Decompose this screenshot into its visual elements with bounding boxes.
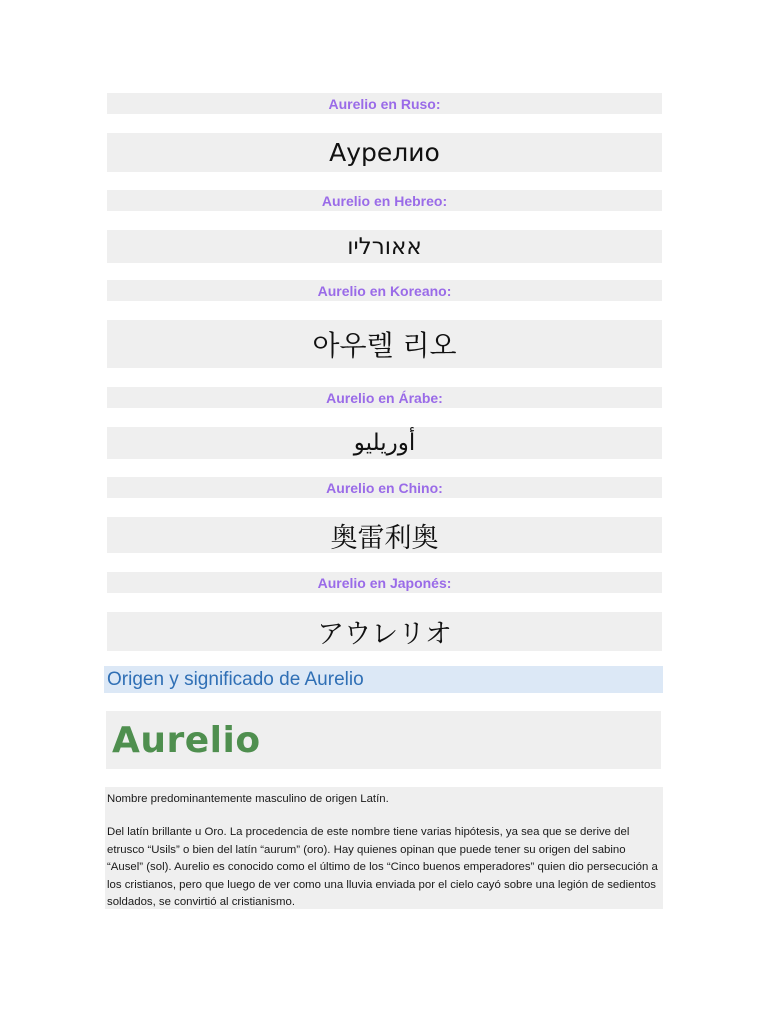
translation-ruso: Аурелио xyxy=(329,138,440,167)
label-bar-arabe xyxy=(107,387,662,408)
translation-box-chino xyxy=(107,517,662,553)
label-bar-koreano xyxy=(107,280,662,301)
label-chino: Aurelio en Chino: xyxy=(326,479,443,496)
translation-box-ruso xyxy=(107,133,662,172)
section-heading: Origen y significado de Aurelio xyxy=(107,668,364,690)
translation-koreano: 아우렐 리오 xyxy=(312,329,457,362)
translation-hebreo: אאורליו xyxy=(347,233,422,260)
section-heading-bar xyxy=(104,666,663,693)
translation-arabe: أوريليو xyxy=(353,430,416,456)
description-box xyxy=(105,787,663,909)
translation-box-japones xyxy=(107,612,662,651)
label-arabe: Aurelio en Árabe: xyxy=(326,389,443,406)
translation-japones: アウレリオ xyxy=(317,619,452,650)
translation-box-arabe xyxy=(107,427,662,459)
label-bar-ruso xyxy=(107,93,662,114)
label-hebreo: Aurelio en Hebreo: xyxy=(321,192,448,209)
label-bar-japones xyxy=(107,572,662,593)
translation-box-hebreo xyxy=(107,230,662,263)
label-ruso: Aurelio en Ruso: xyxy=(328,95,441,112)
description-intro: Nombre predominantemente masculino de origen Latín. xyxy=(107,793,389,805)
label-bar-hebreo xyxy=(107,190,662,211)
label-bar-chino xyxy=(107,477,662,498)
name-title: Aurelio xyxy=(112,719,261,761)
label-japones: Aurelio en Japonés: xyxy=(317,574,452,591)
translation-chino: 奥雷利奥 xyxy=(330,522,439,554)
description-body: Del latín brillante u Oro. La procedencia de este nombre tiene varias hipótesis, ya sea que se derive del etrusco “Usils” o bien del latín “aurum” (oro). Hay quienes opinan que puede tener su origen del sabino “Ausel” (sol). Aurelio es conocido como el último de los “Cinco buenos emperadores” quien dio persecución a los cristianos, pero que luego de ver como una lluvia enviada por el cielo cayó sobre una legión de sedientos soldados, se convirtió al cristianismo. xyxy=(107,826,658,909)
translation-box-koreano xyxy=(107,320,662,368)
label-koreano: Aurelio en Koreano: xyxy=(317,282,452,299)
name-title-box xyxy=(106,711,661,769)
